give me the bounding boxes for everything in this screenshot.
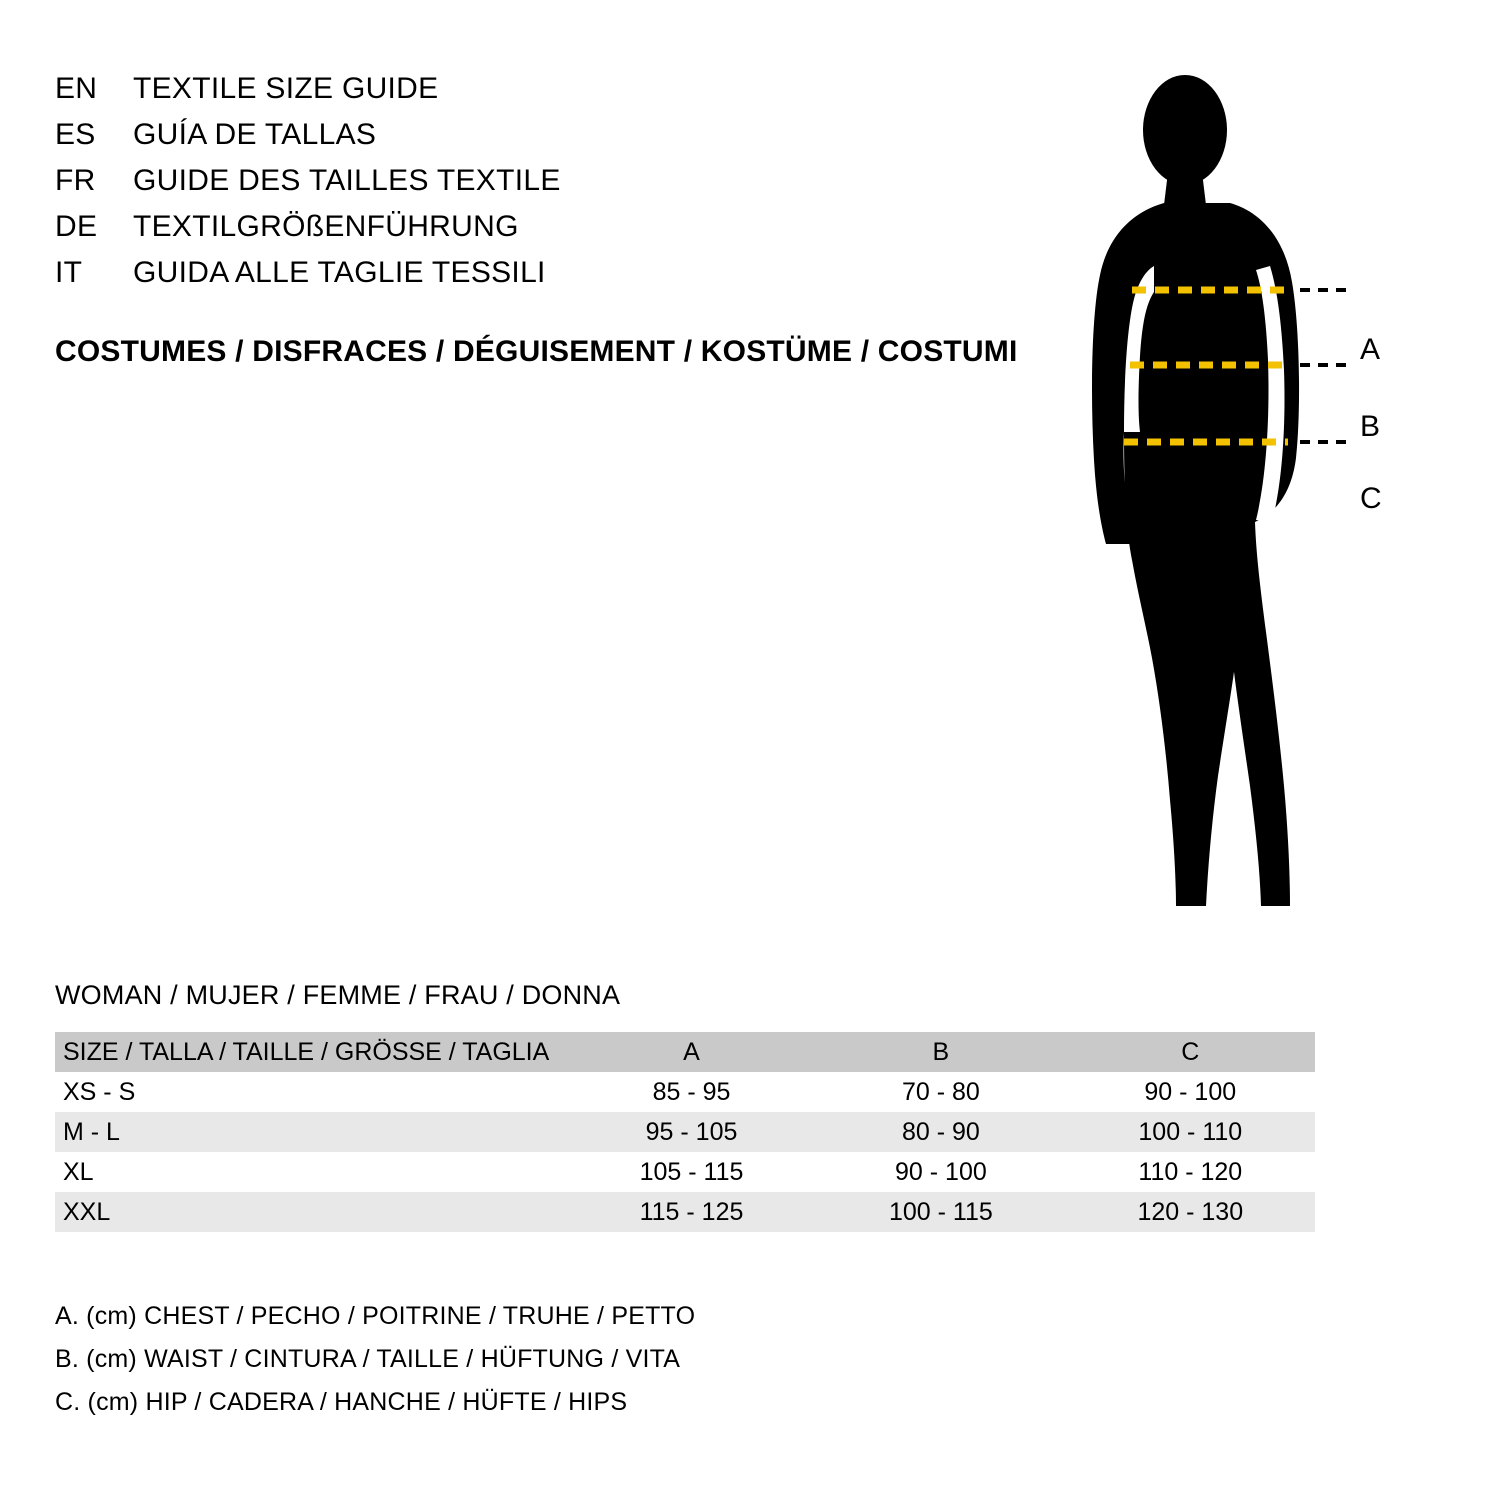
cell-c: 90 - 100: [1066, 1072, 1315, 1112]
language-code: DE: [55, 210, 98, 243]
cell-b: 90 - 100: [816, 1152, 1065, 1192]
language-row: [55, 256, 1035, 302]
cell-b: 100 - 115: [816, 1192, 1065, 1232]
legend-item-a: A. (cm) CHEST / PECHO / POITRINE / TRUHE / PETTO: [55, 1302, 696, 1330]
category-heading: COSTUMES / DISFRACES / DÉGUISEMENT / KOSTÜME / COSTUMI: [55, 335, 1018, 368]
cell-b: 80 - 90: [816, 1112, 1065, 1152]
header-a: A: [567, 1032, 816, 1072]
language-row: [55, 164, 1035, 210]
language-row: [55, 72, 1035, 118]
cell-size: XS - S: [55, 1072, 567, 1112]
table-row: [55, 1072, 1315, 1112]
size-table: [55, 1032, 1315, 1232]
cell-size: XL: [55, 1152, 567, 1192]
header-b: B: [816, 1032, 1065, 1072]
measure-label-b: B: [1360, 410, 1381, 443]
cell-c: 100 - 110: [1066, 1112, 1315, 1152]
table-header-row: [55, 1032, 1315, 1072]
language-title: GUÍA DE TALLAS: [133, 118, 377, 151]
table-row: [55, 1152, 1315, 1192]
language-title: TEXTILGRÖßENFÜHRUNG: [133, 210, 519, 243]
table-row: [55, 1192, 1315, 1232]
header-c: C: [1066, 1032, 1315, 1072]
language-row: [55, 118, 1035, 164]
language-code: ES: [55, 118, 96, 151]
language-code: EN: [55, 72, 98, 105]
language-header-block: [55, 72, 1035, 302]
measurement-legend: [55, 1295, 695, 1424]
cell-size: M - L: [55, 1112, 567, 1152]
language-title: GUIDE DES TAILLES TEXTILE: [133, 164, 561, 197]
cell-c: 110 - 120: [1066, 1152, 1315, 1192]
legend-item-c: C. (cm) HIP / CADERA / HANCHE / HÜFTE / HIPS: [55, 1388, 628, 1416]
cell-a: 105 - 115: [567, 1152, 816, 1192]
measure-label-c: C: [1360, 482, 1382, 515]
woman-silhouette-icon: [1020, 60, 1460, 940]
language-row: [55, 210, 1035, 256]
table-row: [55, 1112, 1315, 1152]
legend-item-b: B. (cm) WAIST / CINTURA / TAILLE / HÜFTUNG / VITA: [55, 1345, 681, 1373]
measurement-figure: [1020, 60, 1460, 940]
table-title: WOMAN / MUJER / FEMME / FRAU / DONNA: [55, 980, 621, 1010]
cell-c: 120 - 130: [1066, 1192, 1315, 1232]
cell-b: 70 - 80: [816, 1072, 1065, 1112]
language-title: TEXTILE SIZE GUIDE: [133, 72, 439, 105]
cell-a: 85 - 95: [567, 1072, 816, 1112]
language-code: IT: [55, 256, 83, 289]
language-title: GUIDA ALLE TAGLIE TESSILI: [133, 256, 546, 289]
language-code: FR: [55, 164, 96, 197]
header-size: SIZE / TALLA / TAILLE / GRÖSSE / TAGLIA: [55, 1032, 567, 1072]
cell-size: XXL: [55, 1192, 567, 1232]
cell-a: 95 - 105: [567, 1112, 816, 1152]
cell-a: 115 - 125: [567, 1192, 816, 1232]
measure-label-a: A: [1360, 333, 1381, 366]
